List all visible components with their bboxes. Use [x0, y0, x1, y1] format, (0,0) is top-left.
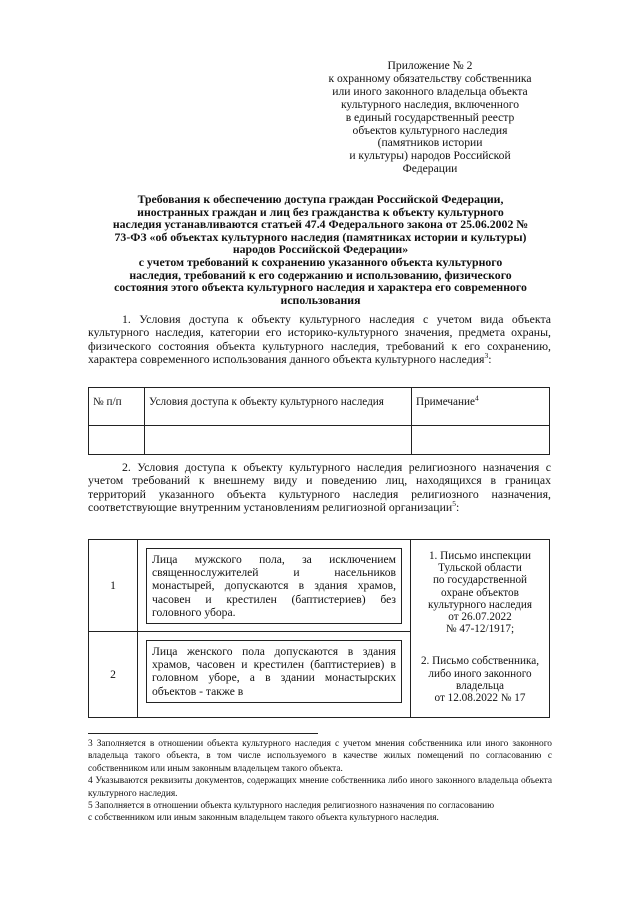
- note-line: культурного наследия: [428, 598, 532, 611]
- note-line: по государственной: [432, 574, 528, 587]
- appendix-line: и культуры) народов Российской: [349, 149, 511, 163]
- table-row: [89, 540, 550, 632]
- header-note: [412, 388, 550, 426]
- title-line: народов Российской Федерации»: [232, 242, 409, 257]
- appendix-line: (памятников истории: [377, 136, 483, 150]
- section-2-text: 2. Условия доступа к объекту культурного наследия религиозного назначения с учетом требований к внешнему виду и поведению лиц, находящихся в границах территорий указанного объекта культурного наследия религиозного назначения, соответствующие внутренним установлениям религиозной организации: [88, 460, 551, 515]
- appendix-line: Федерации: [402, 162, 458, 176]
- title-line: 73-ФЗ «об объектах культурного наследия (памятниках истории и культуры): [114, 229, 527, 244]
- footnotes: [88, 738, 552, 825]
- row-number-value: 2: [110, 667, 116, 681]
- title-line: наследия устанавливаются статьей 47.4 Федерального закона от 25.06.2002 №: [112, 217, 529, 232]
- title-line: состояния этого объекта культурного наследия и характера его современного: [114, 280, 527, 295]
- row-condition: [138, 632, 411, 718]
- note-line: от 26.07.2022: [448, 611, 512, 624]
- table-header-row: [89, 388, 550, 426]
- note-line: № 47-12/1917;: [445, 623, 515, 636]
- row-number-value: 1: [110, 578, 116, 592]
- header-number: № п/п: [89, 388, 145, 426]
- footnote-separator: [88, 733, 318, 734]
- section-1-suffix: :: [488, 352, 492, 367]
- appendix-header: [300, 60, 560, 176]
- row-number: [89, 632, 138, 718]
- access-conditions-table: [88, 387, 550, 455]
- empty-cell: [89, 426, 145, 455]
- title-line: иностранных граждан и лиц без гражданства к объекту культурного: [137, 204, 504, 219]
- note-line: Тульской области: [438, 562, 522, 575]
- title-line: с учетом требований к сохранению указанного объекта культурного: [138, 254, 503, 269]
- note-spacer: [415, 635, 545, 655]
- title-line: Требования к обеспечению доступа граждан Российской Федерации,: [137, 192, 504, 206]
- row-condition-text: Лица женского пола допускаются в здания храмов, часовен и крестилен (баптистериев) в головном уборе, а в здании монастырских объектов - также в: [146, 640, 402, 703]
- title-line: наследия, требований к его содержанию и использованию, физического: [129, 267, 512, 282]
- row-condition: [138, 540, 411, 632]
- appendix-line: объектов культурного наследия: [352, 123, 508, 137]
- document-title: [88, 193, 553, 306]
- note-line: владельца: [456, 679, 504, 692]
- header-note-label: Примечание: [416, 396, 475, 408]
- section-1-text: 1. Условия доступа к объекту культурного наследия с учетом вида объекта культурного наследия, категории его историко-культурного значения, предмета охраны, физического состояния объекта культурного наследия, требований к его сохранению, характера современного использования данного объекта культурного наследия: [88, 312, 551, 367]
- footnote-4: 4 Указываются реквизиты документов, содержащих мнение собственника либо иного законного владельца объекта культурного наследия.: [88, 776, 552, 799]
- row-condition-text: Лица мужского пола, за исключением священнослужителей и насельников монастырей, допускаются в здания храмов, часовен и крестилен (баптистериев) без головного убора.: [146, 548, 402, 624]
- appendix-line: или иного законного владельца объекта: [332, 84, 528, 98]
- religious-access-table: [88, 539, 550, 718]
- title-line: использования: [280, 292, 361, 307]
- footnote-5-continued: с собственником или иным законным владельцем такого объекта культурного наследия.: [88, 813, 439, 824]
- note-line: 1. Письмо инспекции: [428, 550, 532, 562]
- footnote-ref-5[interactable]: 5: [452, 499, 456, 509]
- section-2-suffix: :: [455, 500, 460, 515]
- note-line: охране объектов: [441, 586, 519, 599]
- section-1-paragraph: [88, 313, 551, 367]
- row-number: [89, 540, 138, 632]
- footnote-3: 3 Заполняется в отношении объекта культурного наследия с учетом мнения собственника или иного законного владельца такого объекта, в том числе используемого в качестве жилых помещений по согласованию с собственником или иным законным владельцем такого объекта.: [88, 739, 552, 774]
- empty-cell: [145, 426, 412, 455]
- section-2-paragraph: [88, 461, 551, 515]
- footnote-5: 5 Заполняется в отношении объекта культурного наследия религиозного назначения по согласованию: [88, 801, 495, 812]
- footnote-ref-3[interactable]: 3: [484, 351, 489, 361]
- empty-cell: [412, 426, 550, 455]
- header-conditions: Условия доступа к объекту культурного наследия: [145, 388, 412, 426]
- row-note: [411, 540, 550, 718]
- note-line: либо иного законного: [428, 667, 532, 680]
- appendix-line: культурного наследия, включенного: [340, 97, 520, 111]
- appendix-line: в единый государственный реестр: [345, 110, 515, 124]
- footnote-ref-4[interactable]: 4: [474, 393, 479, 403]
- note-line: 2. Письмо собственника,: [420, 655, 540, 668]
- appendix-line: Приложение № 2: [387, 59, 473, 72]
- note-line: от 12.08.2022 № 17: [434, 692, 526, 705]
- appendix-line: к охранному обязательству собственника: [328, 71, 532, 85]
- table-row: [89, 426, 550, 455]
